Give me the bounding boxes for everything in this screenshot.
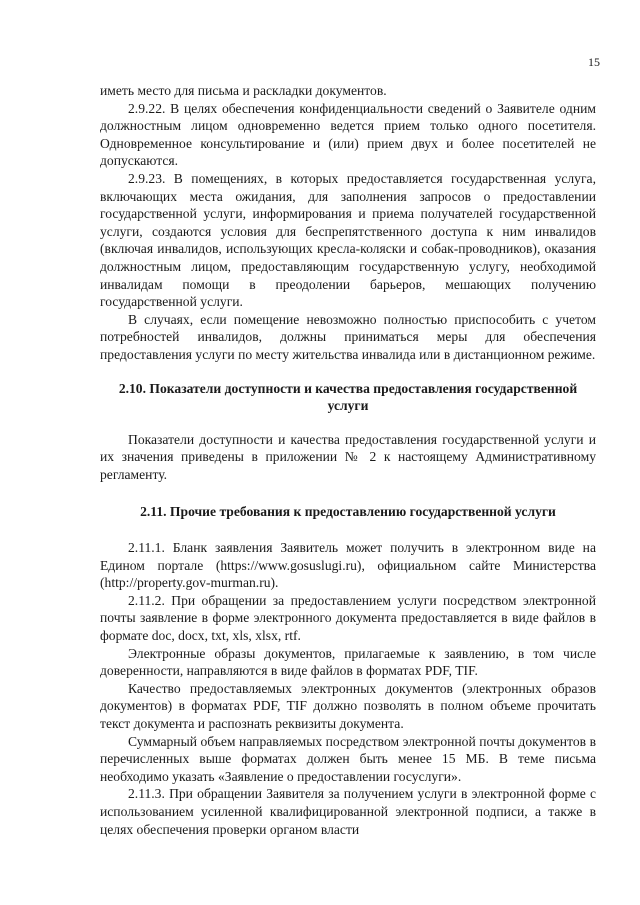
- paragraph-2-11-2: 2.11.2. При обращении за предоставлением услуги посредством электронной почты заявление в форме электронного документа предоставляется в виде файлов в формате doc, docx, txt, xls, xlsx, rtf.: [100, 592, 596, 644]
- paragraph-2-11-1: 2.11.1. Бланк заявления Заявитель может получить в электронном виде на Едином портале (https://www.gosuslugi.ru), официальном сайте Министерства (http://property.gov-murman.ru).: [100, 540, 596, 591]
- paragraph-remote-service: В случаях, если помещение невозможно полностью приспособить с учетом потребностей инвалидов, должны приниматься меры для обеспечения предоставления услуги по месту жительства инвалида или в дистанционном режиме.: [100, 311, 596, 362]
- paragraph-2-11-3: 2.11.3. При обращении Заявителя за получением услуги в электронной форме с использованием усиленной квалифицированной электронной подписи, а также в целях обеспечения проверки органом власти: [100, 786, 596, 837]
- section-heading-2-10: 2.10. Показатели доступности и качества предоставления государственной услуги: [118, 380, 578, 414]
- paragraph-continuation: иметь место для письма и раскладки документов.: [100, 83, 387, 98]
- paragraph-total-size: Суммарный объем направляемых посредством электронной почты документов в перечисленных выше форматах должен быть менее 15 МБ. В теме письма необходимо указать «Заявление о предоставлении госуслуги».: [100, 733, 596, 784]
- paragraph-electronic-images: Электронные образы документов, прилагаемые к заявлению, в том числе доверенности, направляются в виде файлов в форматах PDF, TIF.: [100, 645, 596, 679]
- paragraph-2-9-22: 2.9.22. В целях обеспечения конфиденциальности сведений о Заявителе одним должностным лицом одновременно ведется прием только одного посетителя. Одновременное консультирование и (или) прием двух и более посетителей не допускаются.: [100, 100, 596, 169]
- document-body: [100, 82, 596, 838]
- paragraph-indicators: Показатели доступности и качества предоставления государственной услуги и их значения приведены в приложении № 2 к настоящему Административному регламенту.: [100, 431, 596, 482]
- page-number: 15: [588, 55, 600, 69]
- section-heading-2-11: 2.11. Прочие требования к предоставлению государственной услуги: [140, 504, 556, 520]
- paragraph-2-9-23: 2.9.23. В помещениях, в которых предоставляется государственная услуга, включающих места ожидания, для заполнения запросов о предоставлении государственной услуги, информирования и приема получателей государственной услуги, создаются условия для беспрепятственного доступа к ним инвалидов (включая инвалидов, использующих кресла-коляски и собак-проводников), оказания должностным лицом, предоставляющим государственную услугу, необходимой инвалидам помощи в преодолении барьеров, мешающих получению государственной услуги.: [100, 170, 596, 310]
- paragraph-quality: Качество предоставляемых электронных документов (электронных образов документов) в форматах PDF, TIF должно позволять в полном объеме прочитать текст документа и распознать реквизиты документа.: [100, 680, 596, 731]
